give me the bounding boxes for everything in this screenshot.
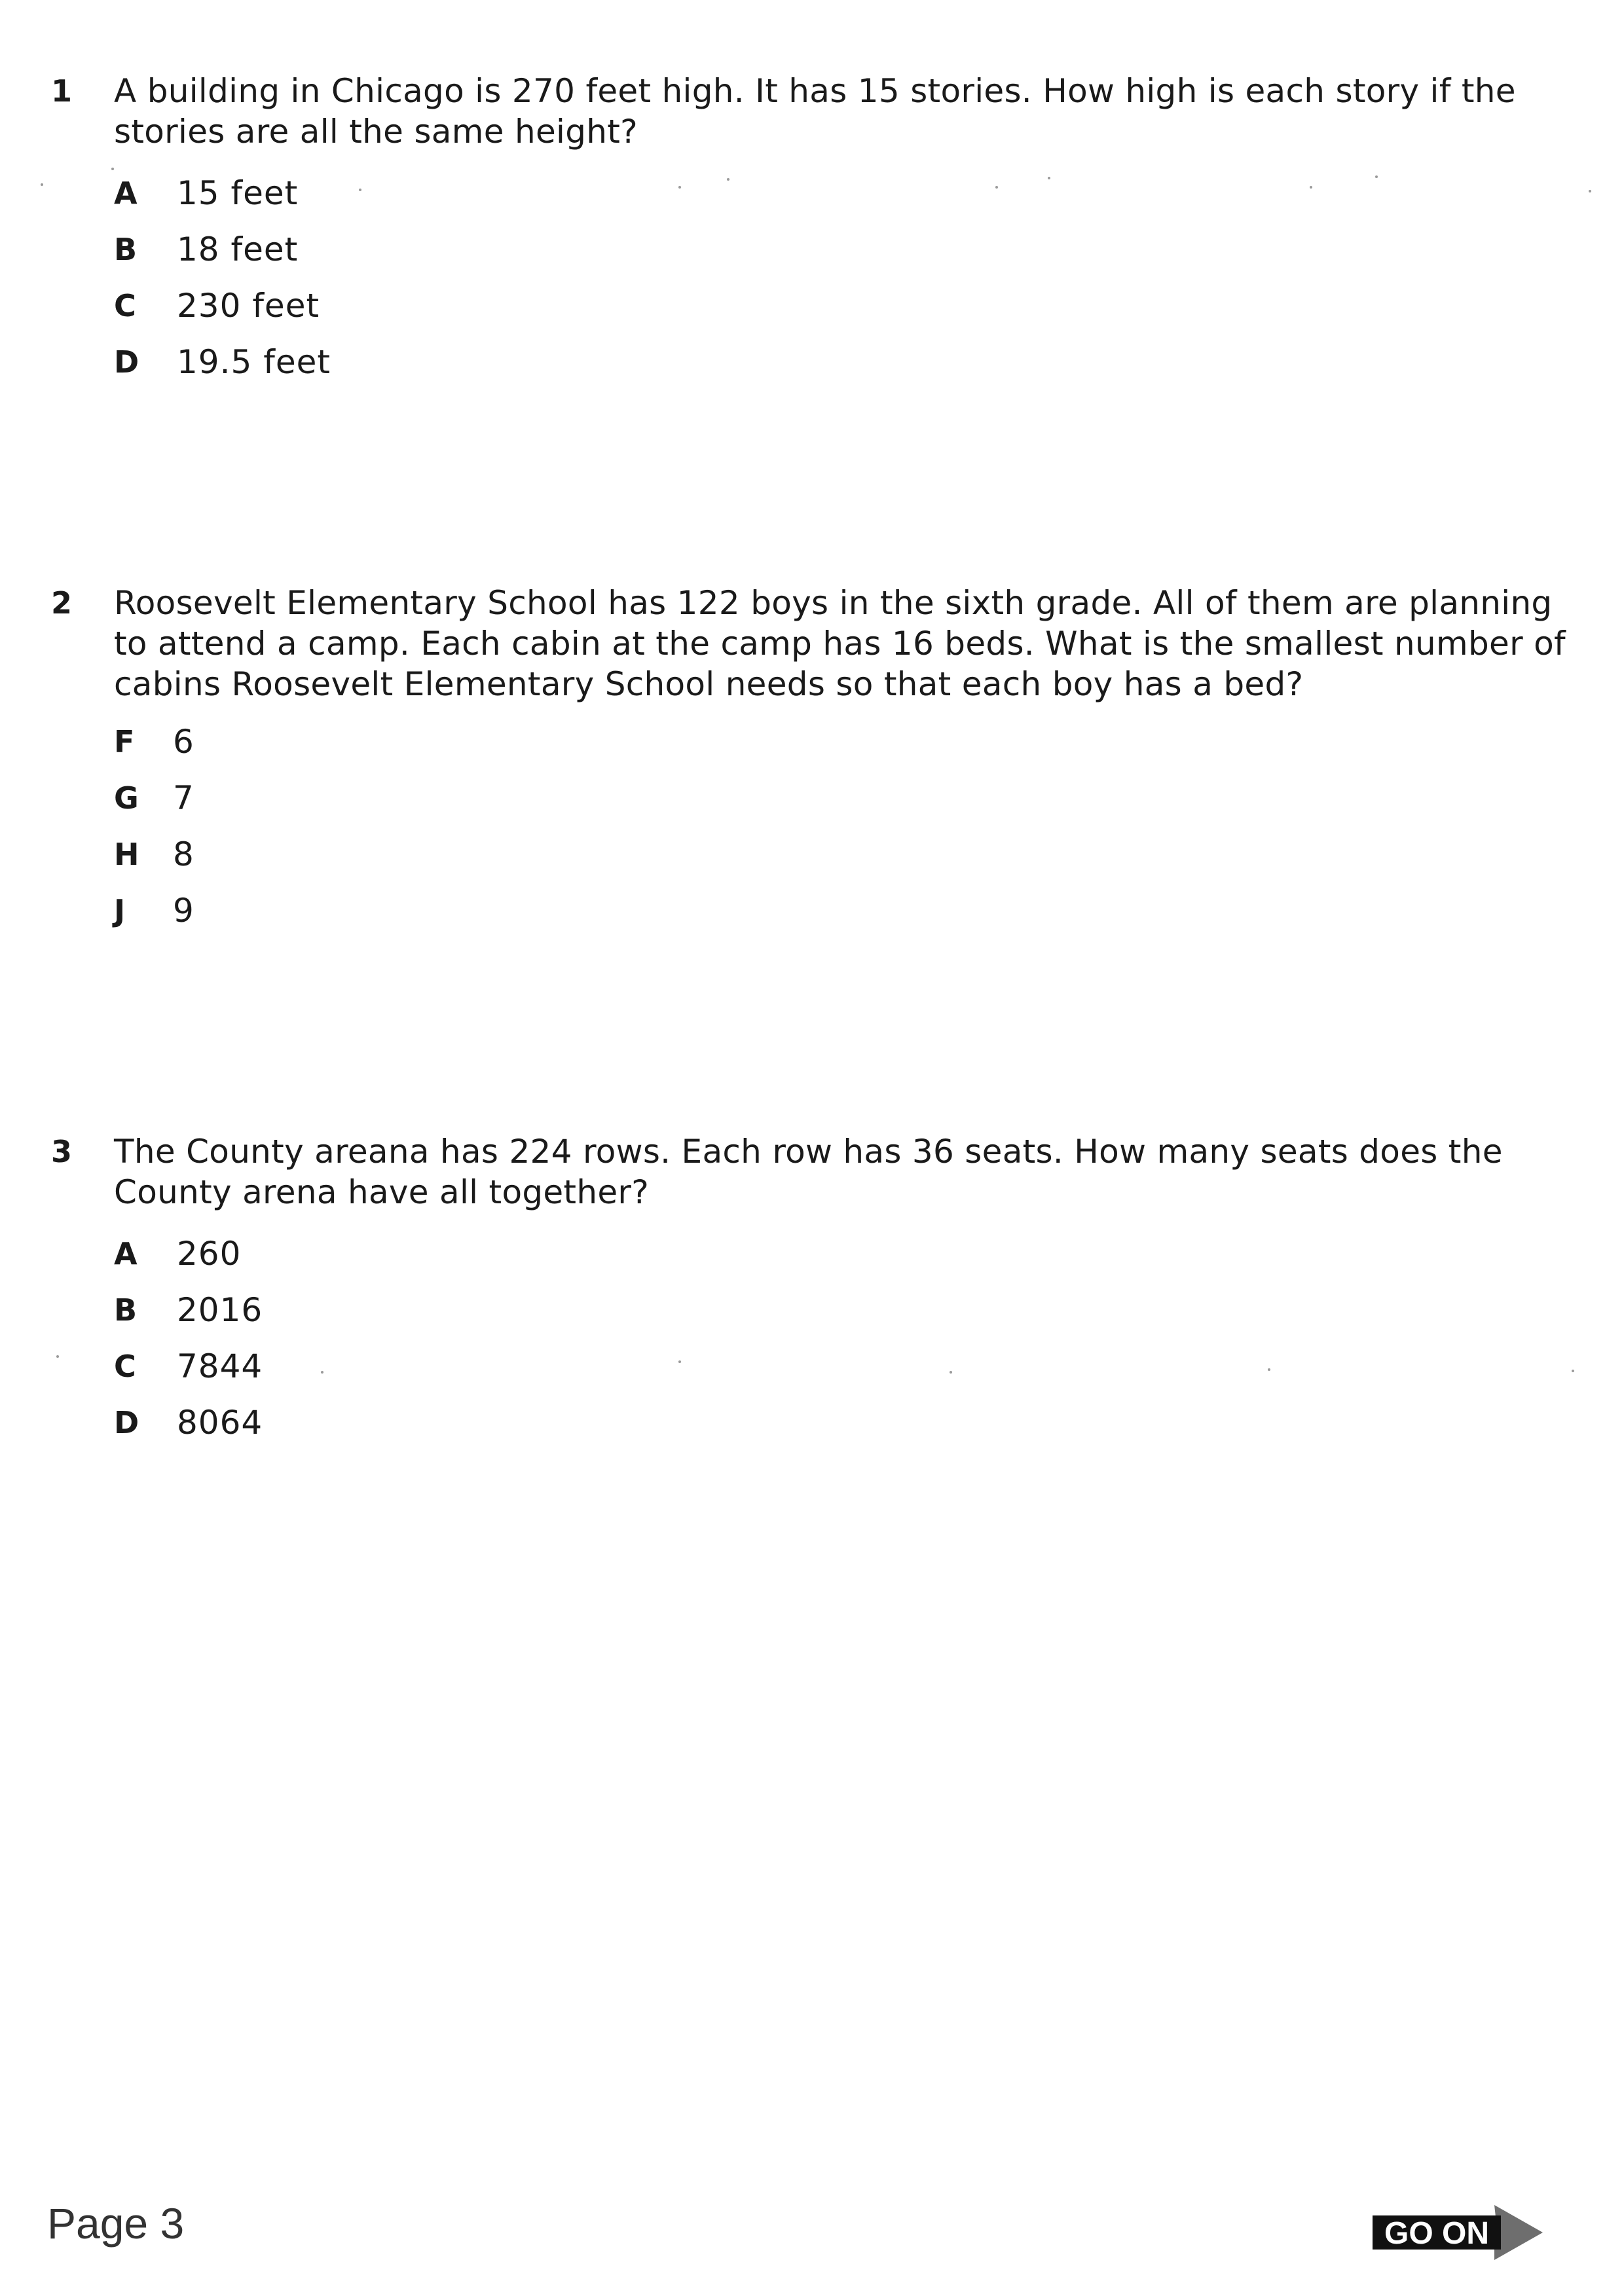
choice-value: 9 — [173, 892, 194, 930]
scan-speck — [1572, 1370, 1574, 1372]
answer-choice[interactable] — [114, 1226, 900, 1282]
scan-speck — [321, 1371, 323, 1374]
choice-value: 8064 — [177, 1404, 263, 1442]
scan-speck — [359, 189, 361, 191]
choice-letter: B — [114, 1292, 138, 1328]
scan-speck — [950, 1371, 952, 1374]
choice-letter: C — [114, 288, 136, 323]
question-text: Roosevelt Elementary School has 122 boys in the sixth grade. All of them are planning to attend a camp. Each cabin at the camp has 16 beds. What is the smallest number of cabins Roosevelt Elementary School needs so that each boy has a bed? — [114, 584, 1566, 703]
answer-choice[interactable] — [114, 1338, 900, 1394]
choice-value: 6 — [173, 723, 194, 761]
scan-speck — [1310, 186, 1312, 189]
choice-letter: G — [114, 780, 139, 816]
answer-choice[interactable] — [114, 714, 900, 770]
scan-speck — [727, 178, 729, 181]
go-on-arrow-icon — [1371, 2202, 1548, 2263]
choice-letter: F — [114, 724, 135, 759]
answer-choice[interactable] — [114, 1394, 900, 1451]
answer-choices — [114, 714, 900, 939]
scan-speck — [678, 186, 681, 189]
scan-speck — [56, 1355, 59, 1358]
choice-letter: D — [114, 1405, 139, 1440]
choice-letter: B — [114, 232, 138, 267]
choice-letter: D — [114, 344, 139, 380]
question-text: A building in Chicago is 270 feet high. It has 15 stories. How high is each story if the stories are all the same height? — [114, 72, 1516, 151]
question-number: 3 — [51, 1134, 73, 1169]
choice-letter: J — [114, 893, 126, 928]
scan-speck — [1268, 1368, 1270, 1371]
answer-choice[interactable] — [114, 1282, 900, 1338]
answer-choice[interactable] — [114, 165, 900, 221]
choice-value: 18 feet — [177, 230, 299, 268]
answer-choice[interactable] — [114, 278, 900, 334]
answer-choice[interactable] — [114, 334, 900, 390]
choice-letter: H — [114, 837, 139, 872]
answer-choices — [114, 165, 900, 390]
answer-choices — [114, 1226, 900, 1451]
choice-value: 260 — [177, 1235, 242, 1273]
arrow-head-shape — [1494, 2205, 1543, 2260]
choice-value: 7844 — [177, 1347, 263, 1385]
page-number: Page 3 — [47, 2199, 185, 2248]
answer-choice[interactable] — [114, 770, 900, 826]
answer-choice[interactable] — [114, 221, 900, 278]
scan-speck — [41, 183, 43, 186]
choice-value: 230 feet — [177, 287, 320, 325]
choice-value: 15 feet — [177, 174, 299, 212]
scan-speck — [1048, 177, 1050, 179]
choice-value: 7 — [173, 779, 194, 817]
answer-choice[interactable] — [114, 883, 900, 939]
choice-value: 19.5 feet — [177, 343, 331, 381]
choice-letter: C — [114, 1349, 136, 1384]
question-text: The County areana has 224 rows. Each row has 36 seats. How many seats does the County arena have all together? — [114, 1133, 1503, 1211]
answer-choice[interactable] — [114, 826, 900, 883]
scan-speck — [1375, 175, 1378, 178]
scan-speck — [678, 1360, 681, 1363]
scan-speck — [111, 168, 114, 170]
go-on-button[interactable] — [1371, 2202, 1548, 2263]
choice-letter: A — [114, 1236, 138, 1271]
scan-speck — [995, 186, 998, 189]
go-on-label: GO ON — [1384, 2216, 1490, 2251]
choice-value: 2016 — [177, 1291, 263, 1329]
question-number: 1 — [51, 73, 73, 109]
scan-speck — [1589, 190, 1591, 192]
choice-letter: A — [114, 175, 138, 211]
question-number: 2 — [51, 585, 73, 621]
choice-value: 8 — [173, 835, 194, 873]
